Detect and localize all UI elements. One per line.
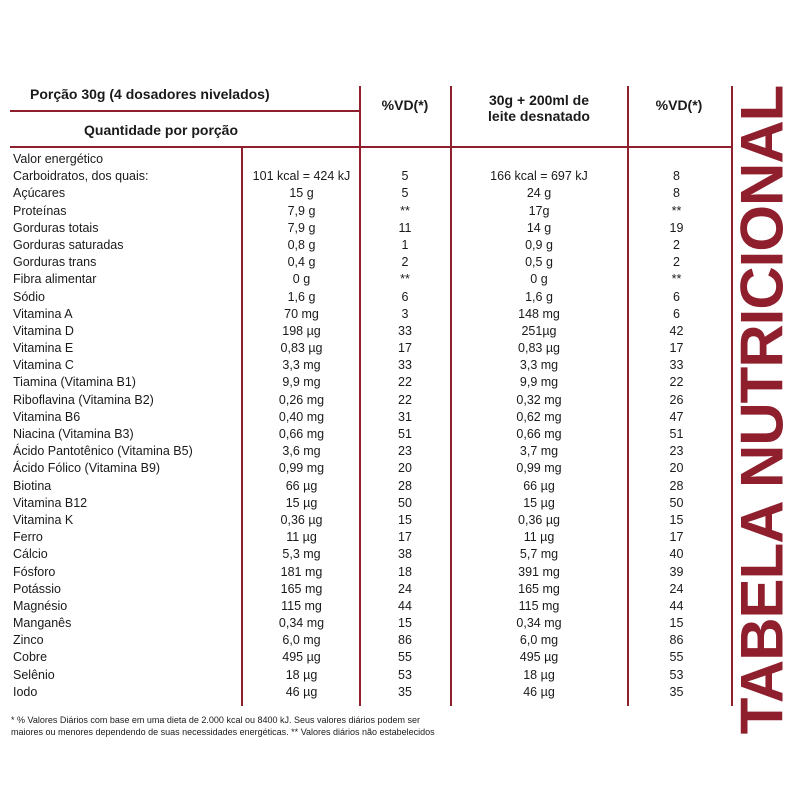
nutrient-name: Gorduras totais (13, 220, 99, 235)
vd-with-milk: 55 (669, 650, 684, 665)
quantity-portion: 0,40 mg (278, 409, 325, 424)
nutrient-name: Vitamina C (13, 358, 74, 373)
nutrient-name: Vitamina E (13, 341, 74, 356)
milk-header (451, 92, 627, 124)
vd-with-milk: 23 (669, 444, 684, 459)
header-bottom-rule (10, 146, 733, 148)
top-rule-left (10, 110, 359, 112)
vd-with-milk: 17 (669, 530, 684, 545)
vd-with-milk: 86 (669, 633, 684, 648)
vd-with-milk: 2 (673, 255, 680, 270)
quantity-portion: 101 kcal = 424 kJ (252, 169, 351, 184)
quantity-with-milk: 3,7 mg (519, 444, 559, 459)
vd-portion: 15 (398, 616, 412, 631)
vd-with-milk: 42 (669, 323, 684, 338)
vd-with-milk: 2 (673, 237, 680, 252)
nutrient-name: Vitamina A (13, 306, 73, 321)
vd-header-2: %VD(*) (655, 97, 703, 113)
vd-with-milk: 8 (673, 186, 680, 201)
quantity-portion: 0,83 µg (280, 341, 323, 356)
quantity-portion: 0,26 mg (278, 392, 325, 407)
quantity-with-milk: 391 mg (518, 564, 560, 579)
vd-with-milk: 24 (669, 581, 684, 596)
table-row (0, 254, 730, 271)
nutrient-name: Biotina (13, 478, 52, 493)
vd-with-milk: 20 (669, 461, 684, 476)
table-row (0, 649, 730, 666)
table-row (0, 220, 730, 237)
quantity-with-milk: 24 g (526, 186, 552, 201)
nutrient-name: Selênio (13, 667, 55, 682)
table-row (0, 529, 730, 546)
quantity-portion: 198 µg (282, 323, 321, 338)
table-row (0, 203, 730, 220)
table-row (0, 185, 730, 202)
vd-portion: ** (400, 203, 410, 218)
quantity-with-milk: 0,32 mg (516, 392, 562, 407)
vd-portion: 33 (398, 358, 412, 373)
vd-with-milk: 50 (669, 495, 684, 510)
quantity-with-milk: 251µg (521, 323, 557, 338)
quantity-portion: 5,3 mg (282, 547, 321, 562)
vd-portion: 6 (401, 289, 409, 304)
table-row (0, 564, 730, 581)
quantity-with-milk: 1,6 g (525, 289, 553, 304)
quantity-with-milk: 0 g (530, 272, 548, 287)
table-row (0, 684, 730, 701)
table-row (0, 615, 730, 632)
nutrient-rows (0, 151, 730, 701)
quantity-with-milk: 165 mg (518, 581, 560, 596)
vd-portion: 20 (398, 461, 412, 476)
nutrient-name: Riboflavina (Vitamina B2) (13, 392, 154, 407)
vd-portion: 35 (398, 684, 412, 699)
vd-with-milk: 6 (673, 306, 680, 321)
table-row (0, 323, 730, 340)
vd-portion: 24 (398, 581, 412, 596)
quantity-with-milk: 66 µg (523, 478, 555, 493)
nutrient-name: Vitamina B6 (13, 409, 81, 424)
table-row (0, 512, 730, 529)
footnote-line-1: * % Valores Diários com base em uma dieta de 2.000 kcal ou 8400 kJ. Seus valores diários podem ser (11, 715, 421, 725)
table-row (0, 168, 730, 185)
vd-with-milk: 26 (669, 392, 684, 407)
vd-with-milk: 15 (669, 616, 684, 631)
vd-portion: 2 (401, 255, 409, 270)
quantity-with-milk: 166 kcal = 697 kJ (490, 169, 588, 184)
quantity-with-milk: 0,9 g (525, 237, 553, 252)
quantity-with-milk: 9,9 mg (519, 375, 559, 390)
table-row (0, 478, 730, 495)
vd-with-milk: 8 (673, 169, 680, 184)
quantity-portion: 15 g (289, 186, 314, 201)
table-row (0, 374, 730, 391)
quantity-with-milk: 0,99 mg (516, 461, 562, 476)
quantity-portion: 495 µg (282, 650, 321, 665)
vd-with-milk: 33 (669, 358, 684, 373)
vd-portion: 17 (398, 341, 412, 356)
vd-with-milk: 28 (669, 478, 684, 493)
vd-with-milk: 47 (669, 409, 684, 424)
table-row (0, 271, 730, 288)
table-row (0, 426, 730, 443)
quantity-portion: 9,9 mg (282, 375, 321, 390)
vd-with-milk: 53 (669, 667, 684, 682)
quantity-portion: 0,36 µg (280, 512, 323, 527)
vd-with-milk: 51 (669, 427, 684, 441)
vd-portion: 23 (398, 444, 412, 459)
table-row (0, 237, 730, 254)
table-row (0, 151, 730, 168)
quantity-portion: 0,66 mg (278, 427, 325, 441)
vd-with-milk: 22 (669, 375, 684, 390)
vd-portion: 86 (398, 633, 412, 648)
quantity-portion: 0,8 g (287, 237, 316, 252)
quantity-portion: 11 µg (286, 530, 317, 545)
quantity-portion: 165 mg (280, 581, 323, 596)
table-row (0, 495, 730, 512)
nutrient-name: Carboidratos, dos quais: (13, 169, 149, 184)
quantity-portion: 18 µg (285, 667, 318, 682)
nutrient-name: Cobre (13, 650, 48, 665)
table-row (0, 306, 730, 323)
vd-portion: 31 (398, 409, 412, 424)
milk-header-line2: leite desnatado (488, 108, 590, 124)
vd-portion: 1 (401, 237, 409, 252)
table-row (0, 581, 730, 598)
vd-portion: 38 (398, 547, 412, 562)
quantity-with-milk: 495 µg (519, 650, 559, 665)
nutrient-name: Manganês (13, 616, 72, 631)
nutrient-name: Potássio (13, 581, 61, 596)
quantity-portion: 115 mg (281, 598, 322, 613)
table-row (0, 357, 730, 374)
table-row (0, 598, 730, 615)
vd-with-milk: 40 (669, 547, 684, 562)
vd-header-1: %VD(*) (381, 97, 429, 113)
nutrient-name: Fibra alimentar (13, 272, 97, 287)
quantity-header: Quantidade por porção (84, 122, 239, 138)
nutrient-name: Valor energético (13, 152, 104, 166)
quantity-with-milk: 15 µg (523, 495, 555, 510)
vd-portion: 5 (401, 169, 409, 184)
nutrient-name: Zinco (13, 633, 44, 648)
quantity-with-milk: 3,3 mg (519, 358, 559, 373)
vd-with-milk: 17 (669, 341, 684, 356)
quantity-with-milk: 0,34 mg (516, 616, 562, 631)
nutrient-name: Fósforo (13, 564, 56, 579)
nutrient-name: Tiamina (Vitamina B1) (13, 375, 136, 390)
quantity-portion: 46 µg (285, 684, 318, 699)
vd-with-milk: ** (671, 272, 682, 287)
vd-with-milk: 35 (669, 684, 684, 699)
portion-header: Porção 30g (4 dosadores nivelados) (30, 86, 270, 102)
table-row (0, 392, 730, 409)
nutrient-name: Niacina (Vitamina B3) (13, 427, 134, 441)
vd-with-milk: 39 (669, 564, 684, 579)
quantity-with-milk: 148 mg (518, 306, 560, 321)
quantity-portion: 7,9 g (287, 203, 316, 218)
vd-portion: 15 (398, 512, 412, 527)
nutrient-name: Magnésio (13, 598, 68, 613)
quantity-with-milk: 14 g (526, 220, 552, 235)
quantity-portion: 1,6 g (287, 289, 316, 304)
vd-with-milk: 6 (673, 289, 680, 304)
vd-portion: 44 (398, 598, 412, 613)
nutrient-name: Ácido Pantotênico (Vitamina B5) (13, 444, 193, 459)
nutrient-name: Ferro (13, 530, 43, 545)
table-row (0, 409, 730, 426)
table-row (0, 632, 730, 649)
table-row (0, 667, 730, 684)
table-row (0, 546, 730, 563)
vd-with-milk: ** (671, 203, 682, 218)
vd-portion: 3 (401, 306, 409, 321)
vd-with-milk: 15 (669, 512, 684, 527)
quantity-portion: 3,3 mg (282, 358, 321, 373)
vd-portion: 53 (398, 667, 412, 682)
vd-portion: 22 (398, 392, 412, 407)
table-row (0, 340, 730, 357)
vd-portion: 51 (398, 427, 412, 441)
quantity-with-milk: 0,36 µg (518, 512, 560, 527)
quantity-with-milk: 6,0 mg (519, 633, 559, 648)
nutrient-name: Açúcares (13, 186, 66, 201)
quantity-with-milk: 5,7 mg (519, 547, 559, 562)
nutrient-name: Sódio (13, 289, 45, 304)
quantity-with-milk: 18 µg (523, 667, 555, 682)
quantity-portion: 181 mg (280, 564, 323, 579)
quantity-portion: 70 mg (284, 306, 319, 321)
nutrient-name: Iodo (13, 684, 38, 699)
quantity-portion: 6,0 mg (282, 633, 321, 648)
nutrient-name: Proteínas (13, 203, 67, 218)
quantity-portion: 0,99 mg (278, 461, 325, 476)
nutrient-name: Vitamina D (13, 323, 74, 338)
quantity-portion: 0,34 mg (278, 616, 325, 631)
nutrient-name: Ácido Fólico (Vitamina B9) (13, 461, 161, 476)
quantity-with-milk: 17g (528, 203, 550, 218)
footnote (11, 715, 471, 738)
vd-with-milk: 44 (669, 598, 684, 613)
quantity-with-milk: 0,83 µg (518, 341, 560, 356)
quantity-with-milk: 115 mg (518, 598, 560, 613)
nutrient-name: Gorduras trans (13, 255, 97, 270)
quantity-portion: 15 µg (285, 495, 318, 510)
table-row (0, 443, 730, 460)
vd-with-milk: 19 (669, 220, 684, 235)
vd-portion: 33 (398, 323, 412, 338)
vd-portion: ** (400, 272, 410, 287)
quantity-portion: 66 µg (285, 478, 318, 493)
footnote-line-2: maiores ou menores dependendo de suas necessidades energéticas. ** Valores diários não estabelecidos (11, 726, 435, 737)
quantity-with-milk: 46 µg (523, 684, 555, 699)
vd-portion: 17 (398, 530, 412, 545)
vd-portion: 22 (398, 375, 412, 390)
nutrient-name: Gorduras saturadas (13, 237, 124, 252)
table-row (0, 460, 730, 477)
nutrient-name: Vitamina B12 (13, 495, 88, 510)
milk-header-line1: 30g + 200ml de (488, 92, 589, 108)
side-title: TABELA NUTRICIONAL (728, 85, 796, 735)
vd-portion: 28 (398, 478, 412, 493)
vd-portion: 50 (398, 495, 412, 510)
table-row (0, 289, 730, 306)
quantity-portion: 7,9 g (287, 220, 316, 235)
quantity-with-milk: 0,5 g (525, 255, 553, 270)
vd-portion: 5 (401, 186, 409, 201)
quantity-portion: 3,6 mg (282, 444, 321, 459)
vd-portion: 11 (398, 220, 412, 235)
quantity-with-milk: 0,62 mg (516, 409, 562, 424)
quantity-portion: 0,4 g (287, 255, 316, 270)
nutrient-name: Vitamina K (13, 512, 74, 527)
quantity-portion: 0 g (292, 272, 311, 287)
quantity-with-milk: 0,66 mg (516, 427, 562, 441)
quantity-with-milk: 11 µg (523, 530, 555, 545)
nutrient-name: Cálcio (13, 547, 48, 562)
vd-portion: 55 (398, 650, 412, 665)
vd-portion: 18 (398, 564, 412, 579)
